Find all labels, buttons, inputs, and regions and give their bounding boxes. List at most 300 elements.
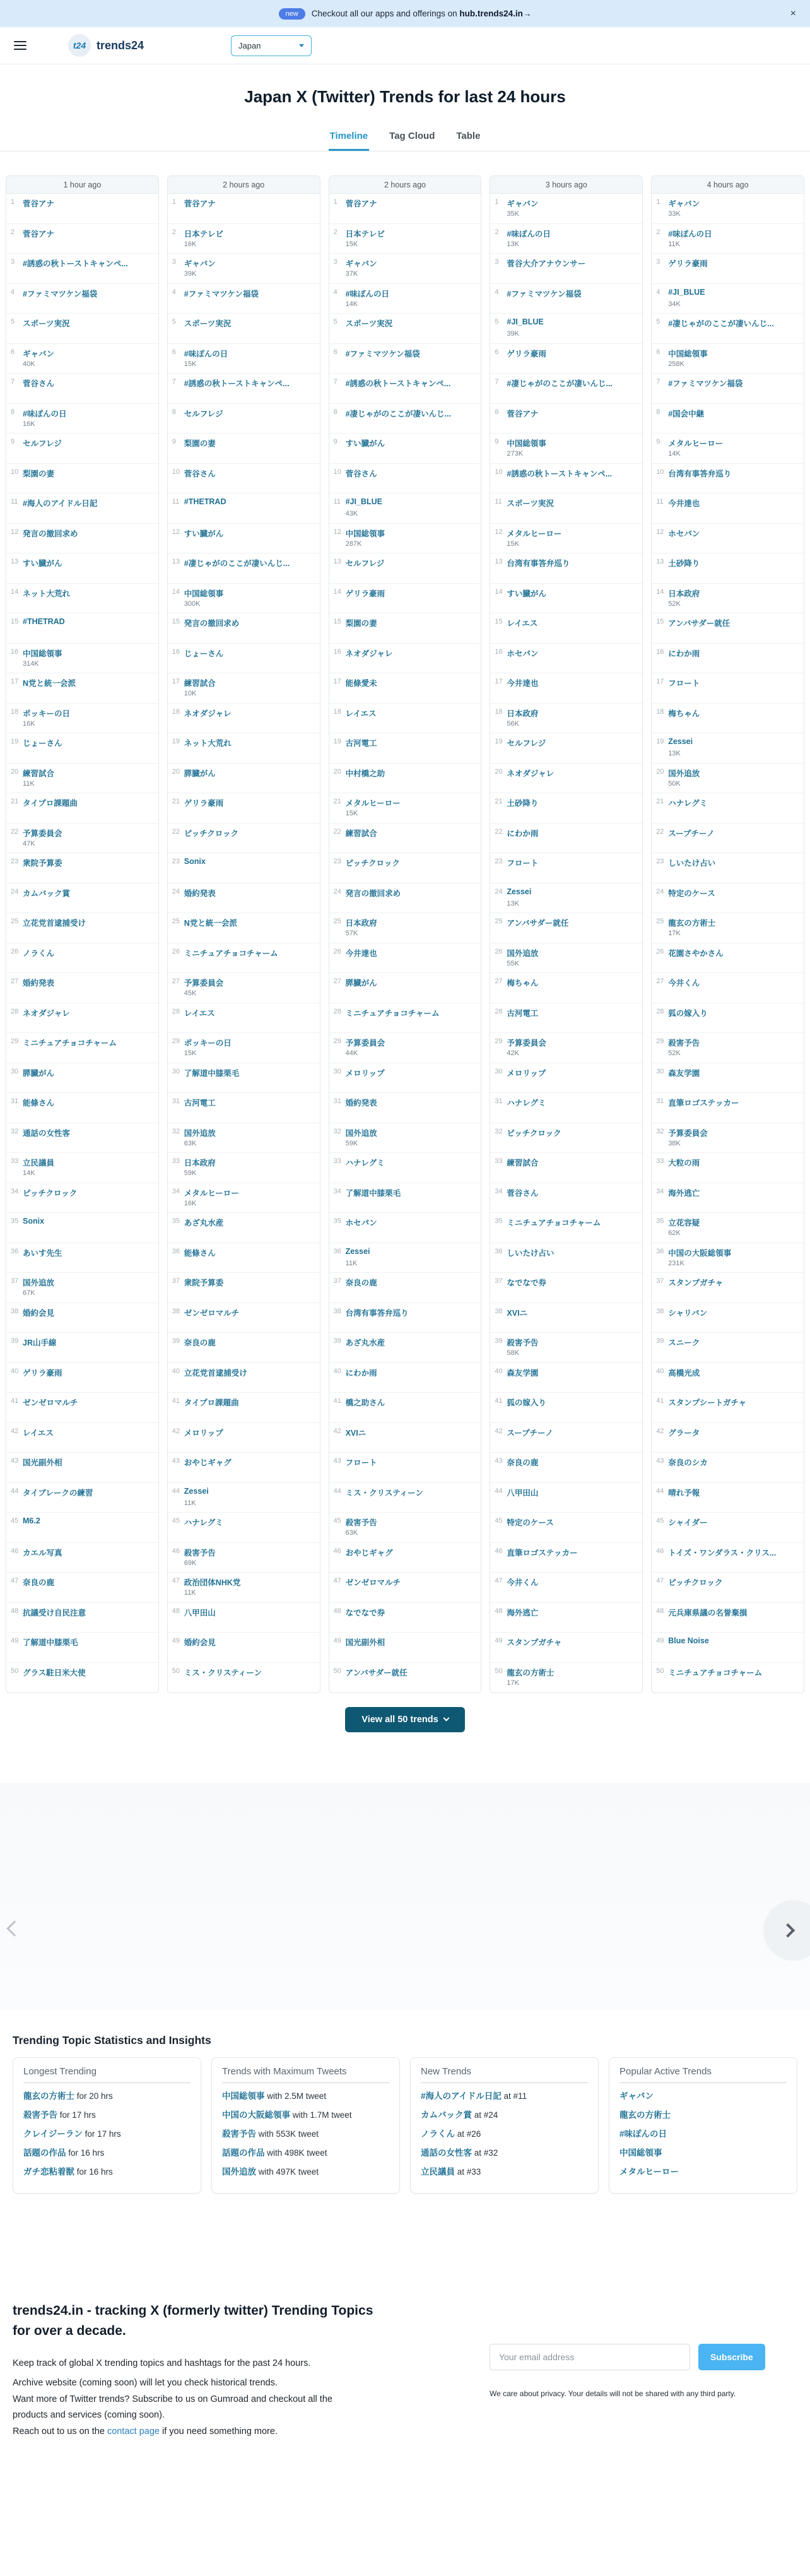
trend-link[interactable]: スープチーノ (507, 1428, 553, 1438)
trend-link[interactable]: 龍玄の方術士 (668, 919, 716, 928)
trend-link[interactable]: 能條愛未 (345, 679, 377, 688)
trend-link[interactable]: 橋之助さん (345, 1398, 385, 1407)
trend-link[interactable]: ハナレグミ (668, 799, 708, 808)
trend-link[interactable]: フロート (345, 1458, 377, 1467)
trend-link[interactable]: 国光副外相 (345, 1638, 385, 1647)
trend-row (6, 1483, 158, 1513)
trend-link[interactable]: カムバック賞 (23, 889, 71, 898)
trend-link[interactable]: セルフレジ (184, 409, 223, 418)
trend-rank: 46 (333, 1547, 341, 1555)
trend-link[interactable]: XVIニ (345, 1428, 367, 1438)
trend-link[interactable]: 発言の撤回求め (23, 529, 78, 538)
trend-link[interactable]: しいたけ占い (668, 859, 716, 868)
trend-link[interactable]: タイプロ課題曲 (23, 799, 78, 808)
trend-link[interactable]: アンバサダー就任 (668, 619, 731, 628)
trend-link[interactable]: #凄じゃがのここが凄いんじ... (345, 409, 451, 418)
trend-link[interactable]: 今井くん (507, 1578, 539, 1587)
trend-link[interactable]: ガチ恋粘着獣 (23, 2167, 74, 2177)
trend-link[interactable]: ゲリラ豪雨 (23, 1368, 62, 1378)
trend-link[interactable]: ミス・クリスティーン (184, 1668, 262, 1677)
trend-link[interactable]: 話題の作品 (23, 2148, 66, 2158)
trend-link[interactable]: 土砂降り (507, 799, 539, 808)
trend-link[interactable]: 発言の撤回求め (345, 889, 401, 898)
trend-link[interactable]: 衆院予算委 (23, 859, 62, 868)
brand-name[interactable]: trends24 (97, 38, 144, 52)
trend-link[interactable]: じょーさん (23, 739, 62, 748)
trend-link[interactable]: Sonix (184, 857, 206, 866)
trend-link[interactable]: #誘惑の秋トーストキャンペ... (507, 469, 613, 478)
trend-link[interactable]: 殺害予告 (23, 2110, 57, 2120)
trend-link[interactable]: #海人のアイドル日記 (421, 2091, 502, 2101)
trend-link[interactable]: 菅谷さん (507, 1188, 539, 1198)
trend-link[interactable]: 奈良の鹿 (507, 1458, 539, 1467)
trend-rank: 17 (11, 678, 19, 685)
close-icon[interactable]: × (787, 8, 800, 20)
trend-link[interactable]: #凄じゃがのここが凄いんじ... (507, 379, 613, 388)
trend-link[interactable]: 台湾有事答弁巡り (507, 559, 570, 568)
trend-link[interactable]: ゲリラ豪雨 (184, 799, 224, 808)
trend-link[interactable]: ネット大荒れ (184, 739, 232, 748)
trend-link[interactable]: おやじギャグ (345, 1548, 393, 1557)
trend-link[interactable]: すい臓がん (184, 529, 224, 538)
trend-link[interactable]: フロート (668, 679, 700, 688)
trend-link[interactable]: 中国総領事 (668, 349, 708, 358)
trend-link[interactable]: 殺害予告 (507, 1338, 539, 1347)
trend-link[interactable]: 狐の嫁入り (668, 1008, 708, 1018)
trend-link[interactable]: 特定のケース (507, 1518, 554, 1527)
trend-link[interactable]: ハナレグミ (345, 1159, 385, 1167)
trend-link[interactable]: カエル写真 (23, 1548, 62, 1557)
trend-link[interactable]: ネオダジャレ (507, 769, 555, 778)
trend-link[interactable]: スポーツ実況 (507, 499, 554, 508)
trend-link[interactable]: 立花党首逮捕受け (23, 919, 86, 928)
trend-row (168, 644, 320, 674)
trend-link[interactable]: ミニチュアチョコチャーム (668, 1668, 763, 1677)
trend-link[interactable]: スタンプシートガチャ (668, 1398, 746, 1407)
trend-link[interactable]: スタンプガチャ (668, 1279, 724, 1287)
trend-link[interactable]: ギャバン (345, 259, 377, 268)
trend-link[interactable]: 通話の女性客 (23, 1128, 71, 1138)
trend-link[interactable]: Blue Noise (668, 1636, 709, 1645)
trend-link[interactable]: すい臓がん (23, 559, 62, 568)
trend-link[interactable]: 今井達也 (668, 499, 700, 508)
trend-link[interactable]: あいす先生 (23, 1248, 62, 1258)
trend-link[interactable]: ギャバン (23, 349, 55, 358)
hamburger-menu-icon[interactable] (14, 38, 26, 52)
trend-link[interactable]: 日本テレビ (345, 229, 385, 239)
trend-link[interactable]: 殺害予告 (184, 1548, 216, 1557)
trend-link[interactable]: ホセパン (345, 1219, 377, 1227)
trend-link[interactable]: スープチーノ (668, 829, 715, 838)
trend-link[interactable]: ホセパン (668, 529, 700, 538)
trend-link[interactable]: #誘惑の秋トーストキャンペ... (345, 379, 451, 388)
trend-link[interactable]: あざ丸水産 (184, 1219, 224, 1227)
trend-link[interactable]: #JI_BLUE (345, 497, 382, 506)
trend-link[interactable]: レイエス (345, 709, 377, 718)
trend-link[interactable]: 菅谷さん (23, 379, 55, 388)
trend-link[interactable]: #味ぽんの日 (668, 229, 712, 239)
trend-link[interactable]: XVIニ (507, 1308, 528, 1318)
announcement-link[interactable]: hub.trends24.in→ (459, 9, 532, 18)
trend-link[interactable]: ネオダジャレ (23, 1008, 70, 1018)
trend-row (652, 553, 804, 584)
trend-link[interactable]: 中国の大阪総領事 (222, 2110, 290, 2120)
trend-link[interactable]: 膵臓がん (23, 1068, 55, 1078)
trend-link[interactable]: Sonix (23, 1217, 45, 1226)
trend-link[interactable]: 婚約発表 (23, 979, 55, 988)
trend-link[interactable]: ネオダジャレ (345, 649, 393, 658)
trend-link[interactable]: ネット大荒れ (23, 589, 71, 598)
trend-link[interactable]: #ファミマツケン福袋 (23, 289, 98, 298)
trend-link[interactable]: 国外追放 (345, 1128, 377, 1138)
trend-link[interactable]: 中国総領事 (184, 589, 224, 598)
trend-link[interactable]: メロリップ (507, 1068, 546, 1078)
trend-link[interactable]: 政治団体NHK党 (184, 1578, 241, 1587)
trend-link[interactable]: 婚約発表 (345, 1099, 377, 1108)
trend-link[interactable]: ミニチュアチョコチャーム (345, 1008, 440, 1018)
trend-link[interactable]: ハナレグミ (184, 1518, 223, 1527)
trend-link[interactable]: レイエス (184, 1008, 215, 1018)
trend-link[interactable]: 高橋光成 (668, 1368, 700, 1378)
trend-link[interactable]: #味ぽんの日 (507, 229, 551, 239)
trend-rank: 4 (495, 288, 499, 296)
trend-link[interactable]: #誘惑の秋トーストキャンペ... (184, 379, 290, 388)
tweet-count: 273K (507, 450, 524, 458)
trend-link[interactable]: 特定のケース (668, 889, 715, 898)
trend-link[interactable]: 元兵庫県議の名誉棄損 (668, 1608, 748, 1617)
trend-link[interactable]: 古河電工 (507, 1008, 539, 1018)
trend-link[interactable]: 中国総領事 (23, 649, 62, 658)
trend-link[interactable]: 菅谷さん (345, 469, 377, 478)
trend-link[interactable]: ギャバン (668, 199, 700, 208)
trend-link[interactable]: 菅谷アナ (184, 199, 216, 208)
trend-link[interactable]: #誘惑の秋トーストキャンペ... (23, 259, 128, 268)
trend-link[interactable]: にわか雨 (668, 649, 700, 658)
trend-link[interactable]: 予算委員会 (345, 1039, 385, 1048)
trend-link[interactable]: 海外逃亡 (507, 1608, 539, 1617)
trend-link[interactable]: 中国総領事 (345, 529, 385, 538)
trend-link[interactable]: #味ぽんの日 (184, 349, 228, 358)
trend-link[interactable]: 婚約会見 (23, 1308, 55, 1318)
trend-link[interactable]: 国外追放 (668, 769, 700, 778)
trend-link[interactable]: 中国の大阪総領事 (668, 1248, 732, 1258)
trend-link[interactable]: ミニチュアチョコチャーム (23, 1039, 117, 1048)
trend-link[interactable]: 抗議受け自民注意 (23, 1608, 86, 1617)
trend-link[interactable]: 立民議員 (421, 2167, 455, 2177)
trend-link[interactable]: 国外追放 (507, 948, 539, 958)
trend-link[interactable]: 奈良のシカ (668, 1458, 708, 1467)
trend-link[interactable]: #ファミマツケン福袋 (184, 289, 259, 298)
trend-link[interactable]: 龍玄の方術士 (507, 1668, 555, 1677)
trend-link[interactable]: ギャバン (507, 199, 539, 208)
trend-link[interactable]: 菅谷アナ (345, 199, 377, 208)
trend-link[interactable]: スタンプガチャ (507, 1638, 562, 1647)
trend-link[interactable]: カムバック賞 (421, 2110, 472, 2120)
trend-link[interactable]: 梨園の妻 (345, 619, 377, 628)
trend-link[interactable]: 殺害予告 (668, 1039, 700, 1048)
trend-link[interactable]: おやじギャグ (184, 1458, 232, 1467)
trend-link[interactable]: 練習試合 (184, 679, 216, 688)
trend-link[interactable]: クレイジーラン (23, 2129, 83, 2139)
trend-link[interactable]: 予算委員会 (23, 829, 62, 838)
trend-link[interactable]: すい臓がん (345, 439, 385, 448)
trend-link[interactable]: にわか雨 (345, 1368, 377, 1378)
trend-link[interactable]: #ファミマツケン福袋 (507, 289, 582, 298)
trend-link[interactable]: セルフレジ (23, 439, 62, 448)
trend-link[interactable]: 菅谷大介アナウンサー (507, 259, 586, 268)
trend-link[interactable]: JR山手線 (23, 1338, 57, 1347)
trend-link[interactable]: ゲリラ豪雨 (668, 259, 708, 268)
trend-link[interactable]: レイエス (507, 619, 538, 628)
trend-link[interactable]: N党と統一会派 (23, 679, 76, 688)
trend-link[interactable]: 直筆ロゴステッカー (668, 1099, 739, 1108)
trend-link[interactable]: 森友学園 (668, 1068, 700, 1078)
trend-link[interactable]: ギャバン (184, 259, 216, 268)
tab-tag-cloud[interactable]: Tag Cloud (388, 124, 436, 151)
trend-link[interactable]: メロリップ (184, 1428, 223, 1438)
trend-link[interactable]: 龍玄の方術士 (619, 2110, 671, 2120)
trend-link[interactable]: 八甲田山 (184, 1608, 216, 1617)
trend-link[interactable]: 中村橋之助 (345, 769, 385, 778)
trend-link[interactable]: 直筆ロゴステッカー (507, 1548, 578, 1557)
trend-link[interactable]: なでなで券 (345, 1608, 385, 1617)
trend-link[interactable]: 予算委員会 (184, 979, 224, 988)
trend-link[interactable]: フロート (507, 859, 539, 868)
trend-link[interactable]: 花園さやかさん (668, 948, 724, 958)
trend-link[interactable]: じょーさん (184, 649, 224, 658)
trend-link[interactable]: 菅谷アナ (23, 199, 55, 208)
trend-link[interactable]: レイエス (23, 1428, 54, 1438)
trend-link[interactable]: 婚約発表 (184, 889, 216, 898)
trend-link[interactable]: メタルヒーロー (345, 799, 401, 808)
country-select[interactable] (231, 35, 312, 56)
trend-link[interactable]: 中国総領事 (222, 2091, 265, 2101)
trend-link[interactable]: ギャバン (619, 2091, 654, 2101)
trend-row (652, 374, 804, 404)
trend-link[interactable]: ノラくん (421, 2129, 455, 2139)
trend-link[interactable]: 日本政府 (184, 1159, 216, 1167)
trend-link[interactable]: 国外追放 (23, 1279, 55, 1287)
trend-link[interactable]: グラス駐日米大使 (23, 1668, 86, 1677)
trend-link[interactable]: 今井くん (668, 979, 700, 988)
trend-link[interactable]: スニーク (668, 1338, 700, 1347)
carousel-next-button[interactable] (763, 1900, 810, 1961)
trend-link[interactable]: 日本政府 (668, 589, 700, 598)
trend-link[interactable]: 了解道中膝栗毛 (345, 1188, 401, 1198)
trend-link[interactable]: 衆院予算委 (184, 1279, 224, 1287)
trend-link[interactable]: #国会中継 (668, 409, 705, 418)
trend-link[interactable]: 予算委員会 (668, 1128, 708, 1138)
trend-link[interactable]: #海人のアイドル日記 (23, 499, 98, 508)
trend-link[interactable]: ネオダジャレ (184, 709, 232, 718)
trend-link[interactable]: ゲリラ豪雨 (345, 589, 385, 598)
trend-link[interactable]: 大粒の雨 (668, 1159, 700, 1167)
trend-link[interactable]: #味ぽんの日 (23, 409, 67, 418)
trend-link[interactable]: 森友学園 (507, 1368, 539, 1378)
trend-link[interactable]: ポッキーの日 (184, 1039, 232, 1048)
trend-link[interactable]: 予算委員会 (507, 1039, 546, 1048)
trend-link[interactable]: #味ぽんの日 (345, 289, 390, 298)
trend-link[interactable]: メタルヒーロー (668, 439, 724, 448)
tweet-count: 314K (23, 659, 39, 668)
trend-link[interactable]: 国外追放 (222, 2167, 256, 2177)
trend-link[interactable]: 菅谷さん (184, 469, 216, 478)
trend-link[interactable]: 立民議員 (23, 1159, 55, 1167)
trend-link[interactable]: 奈良の鹿 (345, 1279, 377, 1287)
trend-link[interactable]: タイプロ課題曲 (184, 1398, 239, 1407)
trend-link[interactable]: トイズ・ワンダラス・クリス... (668, 1548, 777, 1557)
announcement-banner (0, 0, 810, 27)
trend-link[interactable]: アンバサダー就任 (507, 919, 569, 928)
trend-link[interactable]: 中国総領事 (507, 439, 546, 448)
trend-row (6, 1093, 158, 1123)
trend-link[interactable]: 立花党首逮捕受け (184, 1368, 247, 1378)
trend-link[interactable]: 今井達也 (507, 679, 539, 688)
trend-link[interactable]: #THETRAD (184, 497, 226, 506)
trend-link[interactable]: Zessei (345, 1246, 370, 1256)
contact-page-link[interactable]: contact page (107, 2426, 160, 2437)
trend-link[interactable]: #JI_BLUE (668, 287, 705, 297)
trend-link[interactable]: 能條さん (23, 1099, 55, 1108)
trend-link[interactable]: 古河電工 (184, 1099, 216, 1108)
trend-link[interactable]: Zessei (507, 887, 532, 896)
trend-link[interactable]: 八甲田山 (507, 1488, 539, 1498)
trend-link[interactable]: ピッチクロック (184, 829, 239, 838)
trend-link[interactable]: 海外逃亡 (668, 1188, 700, 1198)
trend-link[interactable]: 能條さん (184, 1248, 216, 1258)
trend-link[interactable]: しいたけ占い (507, 1248, 555, 1258)
trend-link[interactable]: 中国総領事 (619, 2148, 662, 2158)
trend-link[interactable]: 梨園の妻 (184, 439, 216, 448)
email-field[interactable] (490, 2344, 690, 2370)
trend-link[interactable]: 話題の作品 (222, 2148, 265, 2158)
trend-link[interactable]: ゼンゼロマルチ (345, 1578, 401, 1587)
carousel-prev-icon[interactable] (6, 1920, 22, 1936)
trend-link[interactable]: スポーツ実況 (345, 319, 393, 328)
trend-link[interactable]: #凄じゃがのここが凄いんじ... (184, 559, 290, 568)
trend-link[interactable]: 膵臓がん (184, 769, 216, 778)
trend-link[interactable]: 練習試合 (345, 829, 377, 838)
trend-link[interactable]: メタルヒーロー (507, 529, 562, 538)
trend-link[interactable]: シャリバン (668, 1308, 708, 1318)
trend-link[interactable]: 今井達也 (345, 948, 377, 958)
trend-link[interactable]: 日本政府 (345, 919, 377, 928)
trend-link[interactable]: #JI_BLUE (507, 317, 544, 326)
trend-link[interactable]: ホセパン (507, 649, 539, 658)
footer-paragraph: Keep track of global X trending topics and hashtags for the past 24 hours. (13, 2358, 311, 2368)
trend-link[interactable]: 菅谷アナ (23, 229, 55, 239)
trend-link[interactable]: 土砂降り (668, 559, 700, 568)
trend-link[interactable]: ミニチュアチョコチャーム (184, 948, 278, 958)
trend-link[interactable]: タイブレークの練習 (23, 1488, 93, 1498)
trend-link[interactable]: 練習試合 (507, 1159, 539, 1167)
trend-link[interactable]: 台湾有事答弁巡り (668, 469, 732, 478)
trend-link[interactable]: ゲリラ豪雨 (507, 349, 546, 358)
trend-link[interactable]: ゼンゼロマルチ (23, 1398, 78, 1407)
trend-row (329, 1453, 481, 1483)
trend-link[interactable]: 殺害予告 (345, 1518, 377, 1527)
trend-link[interactable]: メタルヒーロー (619, 2167, 679, 2177)
trend-link[interactable]: すい臓がん (507, 589, 546, 598)
trend-link[interactable]: 梨園の妻 (23, 469, 55, 478)
trend-link[interactable]: にわか雨 (507, 829, 539, 838)
trend-link[interactable]: なでなで券 (507, 1279, 546, 1287)
trend-link[interactable]: 国外追放 (184, 1128, 216, 1138)
view-all-trends-button[interactable] (345, 1707, 464, 1732)
trend-link[interactable]: 龍玄の方術士 (23, 2091, 74, 2101)
trend-link[interactable]: アンバサダー就任 (345, 1668, 408, 1677)
trend-link[interactable]: あざ丸水産 (345, 1338, 385, 1347)
trend-link[interactable]: メタルヒーロー (184, 1188, 239, 1198)
trend-link[interactable]: 立花容疑 (668, 1219, 700, 1227)
trend-link[interactable]: 奈良の鹿 (23, 1578, 55, 1587)
trend-link[interactable]: ハナレグミ (507, 1099, 546, 1108)
trend-link[interactable]: N党と統一会派 (184, 919, 237, 928)
trend-link[interactable]: ポッキーの日 (23, 709, 71, 718)
trend-link[interactable]: ピッチクロック (23, 1188, 78, 1198)
trend-link[interactable]: 了解道中膝栗毛 (184, 1068, 240, 1078)
trend-link[interactable]: M6.2 (23, 1516, 40, 1525)
trend-link[interactable]: 発言の撤回求め (184, 619, 240, 628)
tweet-count: 11K (23, 779, 35, 788)
trend-link[interactable]: 古河電工 (345, 739, 377, 748)
trend-link[interactable]: 了解道中膝栗毛 (23, 1638, 78, 1647)
trend-link[interactable]: ピッチクロック (345, 859, 400, 868)
trend-link[interactable]: ミニチュアチョコチャーム (507, 1219, 601, 1227)
trend-row (168, 1243, 320, 1273)
trend-link[interactable]: 日本テレビ (184, 229, 224, 239)
trend-link[interactable]: #ファミマツケン福袋 (345, 349, 420, 358)
trend-link[interactable]: スポーツ実況 (184, 319, 232, 328)
trend-link[interactable]: ゼンゼロマルチ (184, 1308, 240, 1318)
trend-link[interactable]: ピッチクロック (507, 1128, 561, 1138)
trend-link[interactable]: 膵臓がん (345, 979, 377, 988)
trend-link[interactable]: 練習試合 (23, 769, 55, 778)
trend-link[interactable]: 台湾有事答弁巡り (345, 1308, 409, 1318)
trend-link[interactable]: セルフレジ (507, 739, 546, 748)
trend-link[interactable]: 日本政府 (507, 709, 539, 718)
trend-link[interactable]: 晴れ予報 (668, 1488, 700, 1498)
trend-link[interactable]: ミス・クリスティーン (345, 1488, 423, 1498)
trend-link[interactable]: Zessei (668, 737, 693, 746)
trend-link[interactable]: 国光副外相 (23, 1458, 62, 1467)
trend-link[interactable]: 菅谷アナ (507, 409, 539, 418)
trend-link[interactable]: #凄じゃがのここが凄いんじ... (668, 319, 774, 328)
trend-link[interactable]: #THETRAD (23, 617, 65, 626)
trend-link[interactable]: 通話の女性客 (421, 2148, 472, 2158)
trend-link[interactable]: グラータ (668, 1428, 700, 1438)
trend-link[interactable]: 梅ちゃん (668, 709, 700, 718)
trend-link[interactable]: Zessei (184, 1486, 209, 1496)
tab-timeline[interactable]: Timeline (329, 124, 370, 151)
trend-link[interactable]: メロリップ (345, 1068, 385, 1078)
trend-link[interactable]: ノラくん (23, 948, 55, 958)
trend-link[interactable]: #ファミマツケン福袋 (668, 379, 743, 388)
trend-link[interactable]: 狐の嫁入り (507, 1398, 546, 1407)
trend-rank: 6 (656, 348, 660, 356)
tab-table[interactable]: Table (455, 124, 481, 151)
trend-link[interactable]: 婚約会見 (184, 1638, 216, 1647)
trend-link[interactable]: スポーツ実況 (23, 319, 70, 328)
trend-link[interactable]: セルフレジ (345, 559, 385, 568)
trend-link[interactable]: #味ぽんの日 (619, 2129, 667, 2139)
trend-link[interactable]: 殺害予告 (222, 2129, 256, 2139)
trend-link[interactable]: 梅ちゃん (507, 979, 539, 988)
trend-link[interactable]: ピッチクロック (668, 1578, 723, 1587)
subscribe-button[interactable]: Subscribe (698, 2344, 765, 2370)
trend-link[interactable]: シャイダー (668, 1518, 708, 1527)
trend-link[interactable]: 奈良の鹿 (184, 1338, 216, 1347)
